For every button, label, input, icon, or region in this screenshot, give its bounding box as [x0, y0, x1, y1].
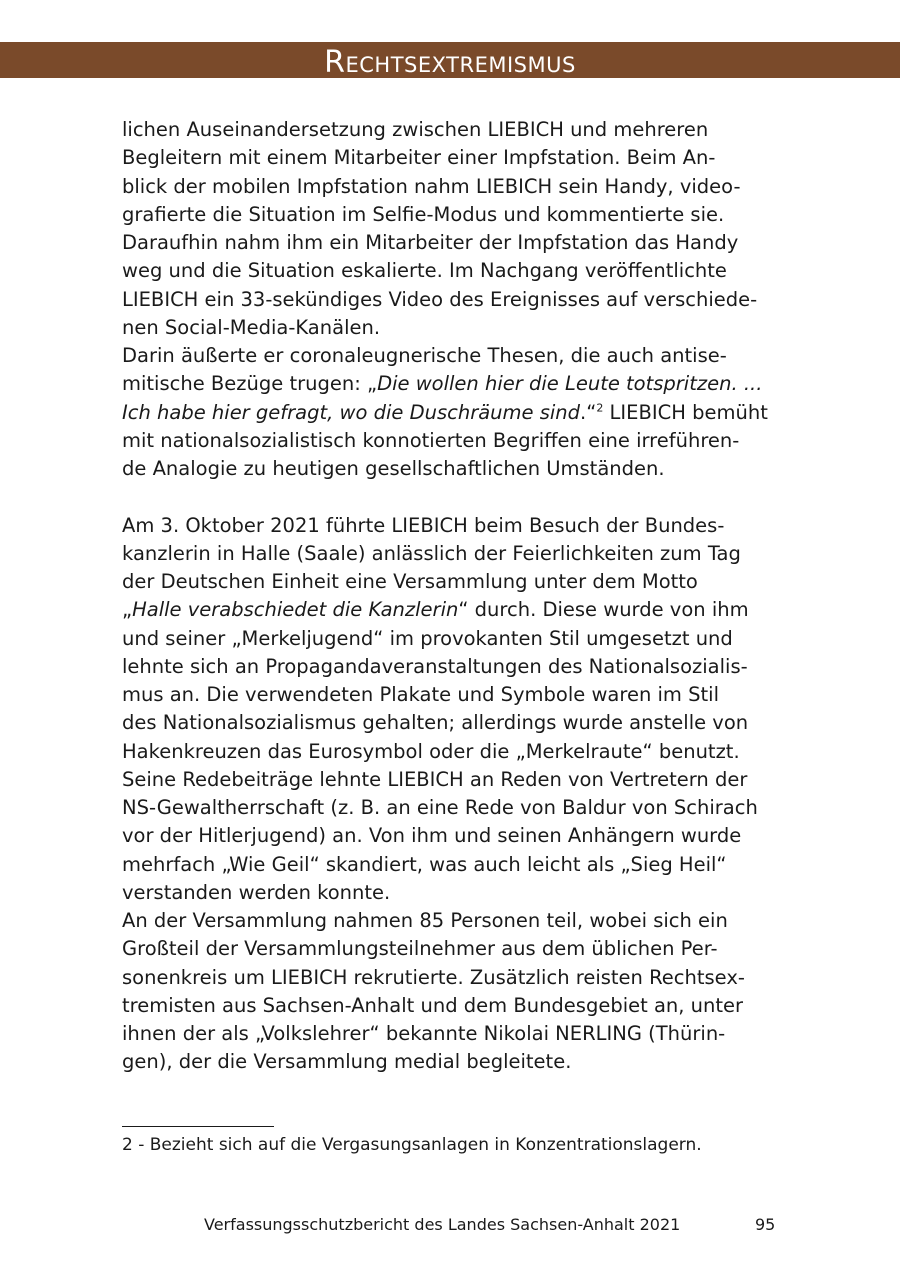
paragraph-gap: [122, 483, 782, 511]
text-line: An der Versammlung nahmen 85 Personen teil, wobei sich ein: [122, 909, 728, 932]
text-line: ihnen der als „Volkslehrer“ bekannte Nikolai NERLING (Thürin-: [122, 1022, 726, 1045]
text-line: Darin äußerte er coronaleugnerische Thesen, die auch antise-: [122, 344, 727, 367]
paragraph-3: [122, 512, 782, 908]
text-fragment: „: [122, 598, 133, 622]
text-line: vor der Hitlerjugend) an. Von ihm und seinen Anhängern wurde: [122, 824, 742, 848]
text-line: de Analogie zu heutigen gesellschaftlichen Umständen.: [122, 457, 665, 480]
footnote-ref: 2: [596, 401, 604, 414]
text-line: sonenkreis um LIEBICH rekrutierte. Zusätzlich reisten Rechtsex-: [122, 965, 745, 989]
footnote-divider: [122, 1126, 274, 1127]
text-line: gen), der die Versammlung medial begleitete.: [122, 1050, 572, 1074]
text-fragment: mitische Bezüge trugen: „: [122, 372, 378, 396]
text-line: Am 3. Oktober 2021 führte LIEBICH beim Besuch der Bundes-: [122, 513, 725, 537]
page-number: 95: [755, 1215, 776, 1234]
footnote: 2 - Bezieht sich auf die Vergasungsanlagen in Konzentrationslagern.: [122, 1135, 702, 1155]
text-line: Daraufhin nahm ihm ein Mitarbeiter der Impfstation das Handy: [122, 231, 739, 254]
text-line: mit nationalsozialistisch konnotierten Begriffen eine irreführen-: [122, 428, 740, 452]
text-fragment: LIEBICH bemüht: [603, 400, 768, 424]
text-fragment: .“: [580, 400, 597, 424]
text-line: kanzlerin in Halle (Saale) anlässlich der Feierlichkeiten zum Tag: [122, 541, 741, 565]
section-title: Rechtsextremismus: [324, 45, 576, 80]
quote-text: Ich habe hier gefragt, wo die Duschräume sind: [122, 400, 581, 424]
text-line: Großteil der Versammlungsteilnehmer aus dem üblichen Per-: [122, 937, 718, 961]
text-line: Seine Redebeiträge lehnte LIEBICH an Reden von Vertretern der: [122, 767, 748, 791]
text-line: Hakenkreuzen das Eurosymbol oder die „Merkelraute“ benutzt.: [122, 739, 740, 763]
text-line: [122, 399, 782, 427]
text-line: NS-Gewaltherrschaft (z. B. an eine Rede von Baldur von Schirach: [122, 796, 758, 819]
motto-text: Halle verabschiedet die Kanzlerin: [132, 598, 459, 622]
text-line: mus an. Die verwendeten Plakate und Symbole waren im Stil: [122, 683, 719, 706]
text-line: des Nationalsozialismus gehalten; allerdings wurde anstelle von: [122, 711, 749, 735]
text-line: grafierte die Situation im Selfie-Modus und kommentierte sie.: [122, 202, 725, 226]
text-line: nen Social-Media-Kanälen.: [122, 315, 381, 339]
text-line: verstanden werden konnte.: [122, 880, 391, 904]
text-line: Begleitern mit einem Mitarbeiter einer Impfstation. Beim An-: [122, 146, 716, 170]
text-line: LIEBICH ein 33-sekündiges Video des Ereignisses auf verschiede-: [122, 287, 758, 311]
paragraph-2: [122, 342, 782, 483]
footer-source: Verfassungsschutzbericht des Landes Sachsen-Anhalt 2021: [204, 1215, 681, 1234]
text-line: lichen Auseinandersetzung zwischen LIEBICH und mehreren: [122, 118, 709, 141]
text-line: mehrfach „Wie Geil“ skandiert, was auch leicht als „Sieg Heil“: [122, 852, 727, 876]
text-line: und seiner „Merkeljugend“ im provokanten Stil umgesetzt und: [122, 626, 733, 650]
text-line: blick der mobilen Impfstation nahm LIEBICH sein Handy, video-: [122, 174, 741, 198]
text-line: lehnte sich an Propagandaveranstaltungen des Nationalsozialis-: [122, 654, 748, 678]
text-fragment: “ durch. Diese wurde von ihm: [458, 598, 749, 622]
text-line: [122, 596, 782, 624]
paragraph-1: [122, 116, 782, 342]
quote-text: Die wollen hier die Leute totspritzen. ...: [377, 372, 763, 396]
text-line: [122, 370, 782, 398]
text-line: tremisten aus Sachsen-Anhalt und dem Bundesgebiet an, unter: [122, 993, 744, 1017]
text-line: weg und die Situation eskalierte. Im Nachgang veröffentlichte: [122, 259, 727, 283]
body-text: [122, 116, 782, 1077]
header-bar: [0, 42, 900, 78]
text-line: der Deutschen Einheit eine Versammlung unter dem Motto: [122, 570, 698, 593]
paragraph-4: [122, 907, 782, 1077]
